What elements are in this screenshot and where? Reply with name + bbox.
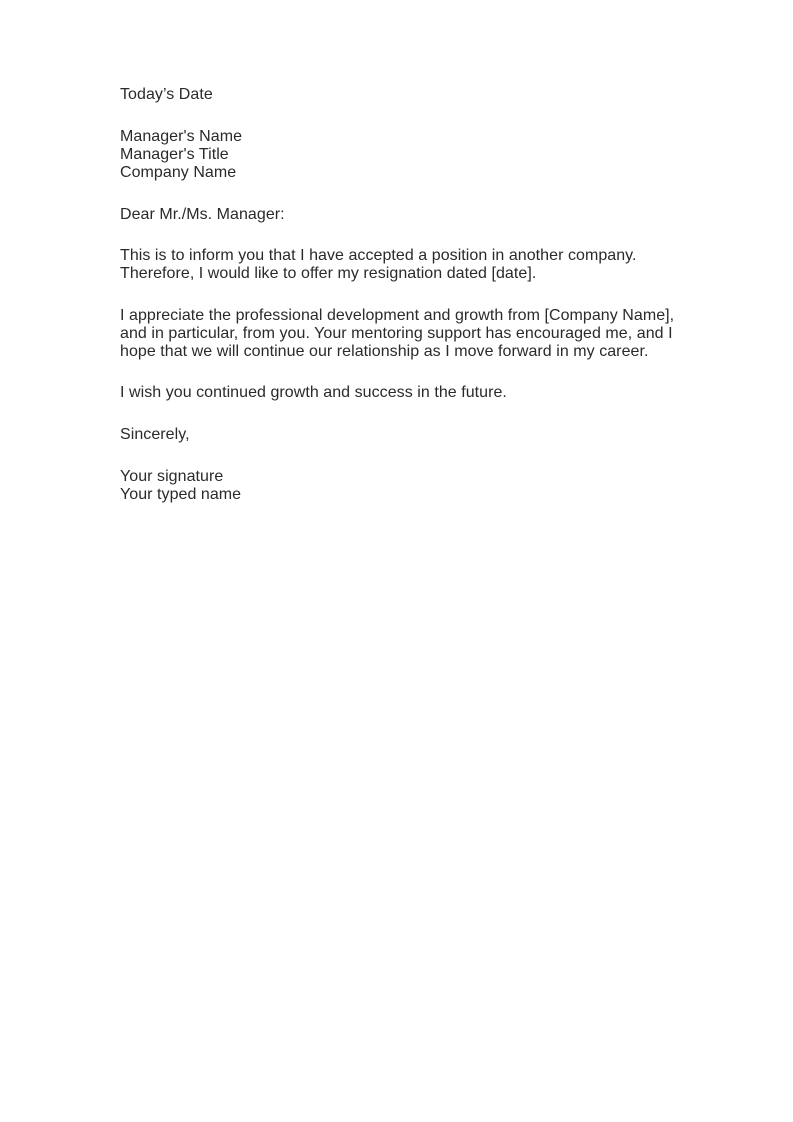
paragraph-2-line-3: hope that we will continue our relationship as I move forward in my career. [120, 343, 649, 360]
letter-date: Today’s Date [120, 86, 213, 103]
closing: Sincerely, [120, 426, 190, 443]
signature: Your signature [120, 468, 224, 485]
paragraph-2-line-2: and in particular, from you. Your mentoring support has encouraged me, and I [120, 325, 673, 342]
salutation: Dear Mr./Ms. Manager: [120, 206, 285, 223]
paragraph-3 [120, 384, 680, 402]
recipient-company: Company Name [120, 164, 237, 181]
resignation-letter [120, 86, 680, 504]
letter-date-block [120, 86, 680, 104]
salutation-block [120, 206, 680, 224]
paragraph-1-line-1: This is to inform you that I have accepted a position in another company. [120, 247, 637, 264]
paragraph-1 [120, 247, 680, 283]
signature-block [120, 468, 680, 504]
recipient-block [120, 128, 680, 182]
paragraph-3-line-1: I wish you continued growth and success in the future. [120, 384, 507, 401]
closing-block [120, 426, 680, 444]
paragraph-1-line-2: Therefore, I would like to offer my resignation dated [date]. [120, 265, 537, 282]
typed-name: Your typed name [120, 486, 242, 503]
paragraph-2 [120, 307, 680, 361]
paragraph-2-line-1: I appreciate the professional development and growth from [Company Name], [120, 307, 675, 324]
recipient-name: Manager's Name [120, 128, 243, 145]
recipient-title: Manager's Title [120, 146, 229, 163]
